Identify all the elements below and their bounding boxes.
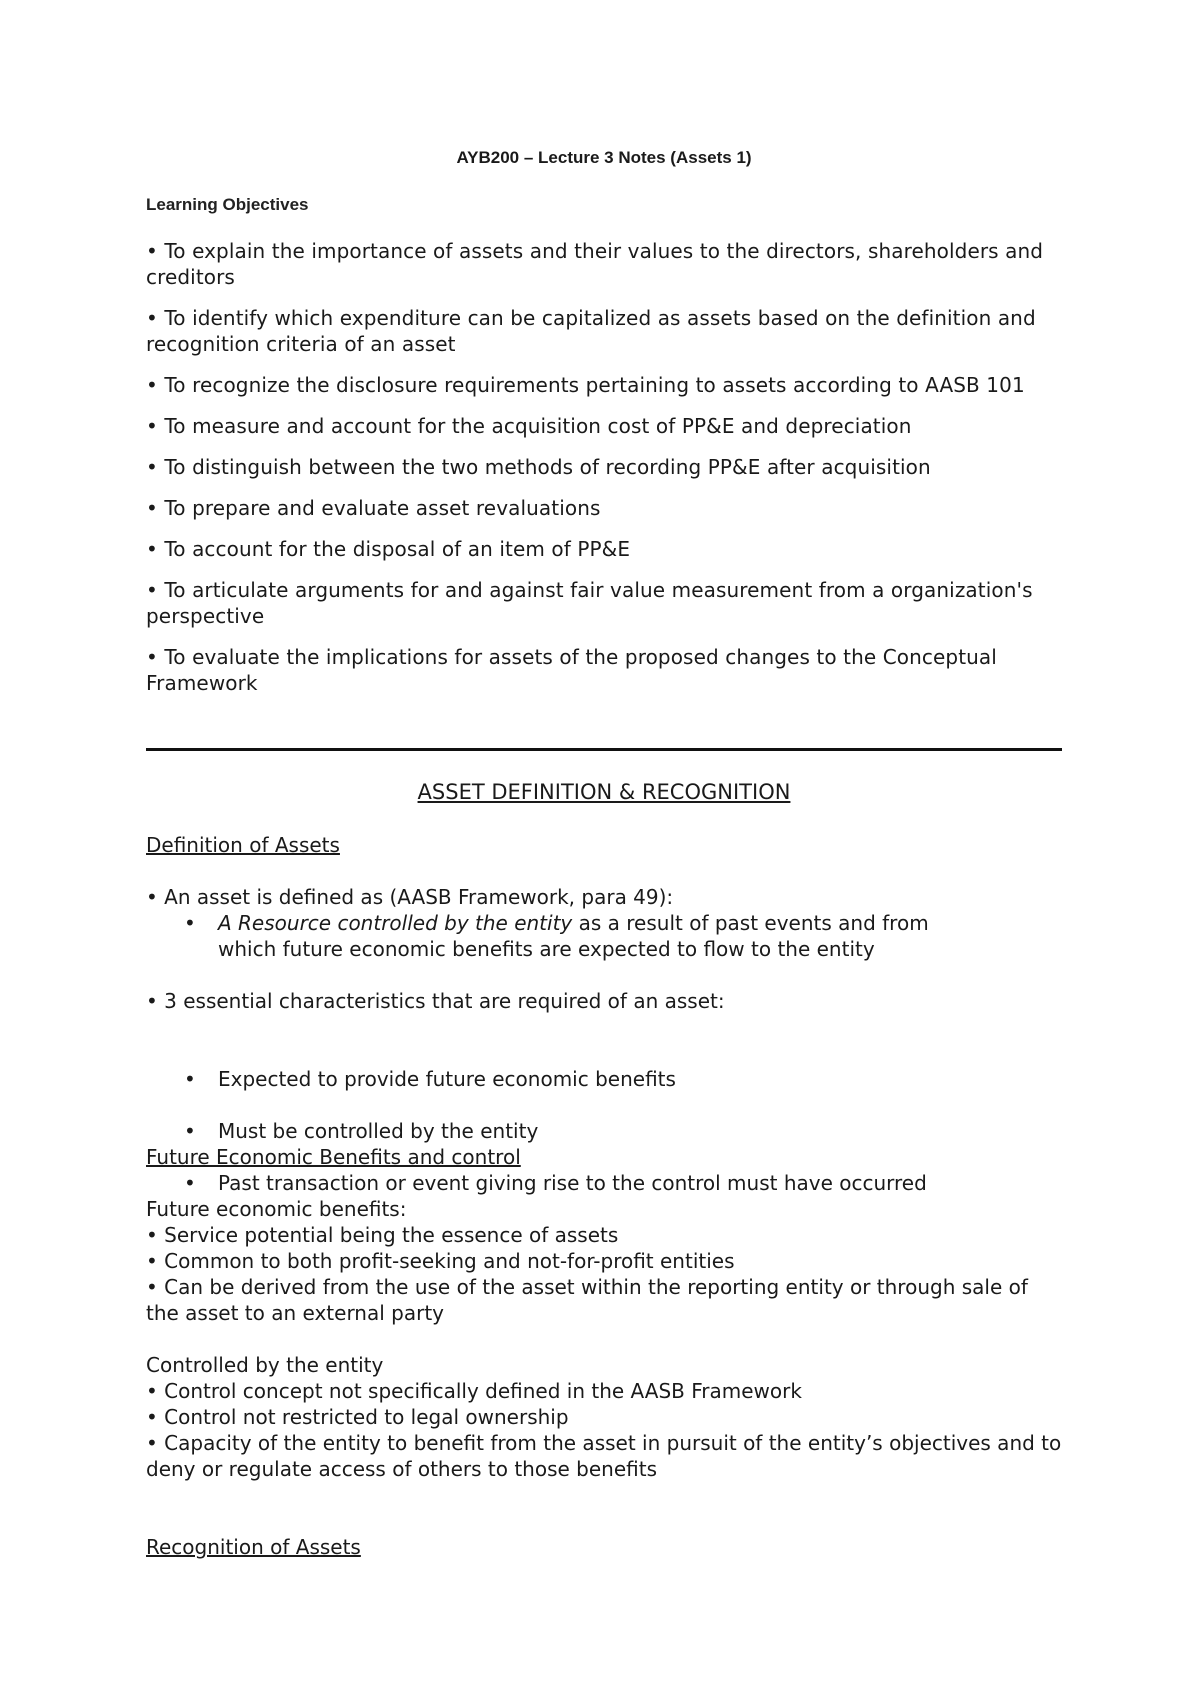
section-title: ASSET DEFINITION & RECOGNITION — [417, 780, 791, 804]
horizontal-divider — [146, 748, 1062, 751]
definition-italic: A Resource controlled by the entity — [218, 911, 573, 935]
future-benefits-label: Future economic benefits: — [146, 1197, 407, 1221]
learning-objectives-list — [146, 238, 1062, 711]
control-item: • Control concept not specifically defined in the AASB Framework — [146, 1379, 802, 1403]
future-benefits-item: • Can be derived from the use of the asset within the reporting entity or through sale of the asset to an external party — [146, 1275, 1028, 1325]
objective-item: • To identify which expenditure can be capitalized as assets based on the definition and recognition criteria of an asset — [146, 306, 1036, 356]
bullet-icon: • — [184, 1119, 196, 1143]
document-page — [146, 0, 1062, 1559]
characteristic-item: • Expected to provide future economic benefits — [184, 1067, 676, 1091]
definition-heading: Definition of Assets — [146, 833, 340, 857]
recognition-heading: Recognition of Assets — [146, 1535, 361, 1559]
future-benefits-item: • Common to both profit-seeking and not-for-profit entities — [146, 1249, 735, 1273]
objective-item: • To measure and account for the acquisition cost of PP&E and depreciation — [146, 414, 912, 438]
objective-item: • To distinguish between the two methods of recording PP&E after acquisition — [146, 455, 931, 479]
objective-item: • To articulate arguments for and against fair value measurement from a organization's perspective — [146, 578, 1033, 628]
learning-objectives-heading: Learning Objectives — [146, 195, 309, 214]
control-item: • Capacity of the entity to benefit from the asset in pursuit of the entity’s objectives and to deny or regulate access of others to those benefits — [146, 1431, 1062, 1481]
definition-rest: as a result of past events and from — [572, 911, 929, 935]
objective-item: • To evaluate the implications for assets of the proposed changes to the Conceptual Framework — [146, 645, 997, 695]
characteristic-item: • Must be controlled by the entity — [184, 1119, 539, 1143]
control-label: Controlled by the entity — [146, 1353, 384, 1377]
control-item: • Control not restricted to legal ownership — [146, 1405, 569, 1429]
bullet-icon: • — [184, 1067, 196, 1091]
bullet-icon: • — [184, 1171, 196, 1195]
objective-item: • To recognize the disclosure requirements pertaining to assets according to AASB 101 — [146, 373, 1025, 397]
definition-line: • An asset is defined as (AASB Framework, para 49): — [146, 885, 674, 909]
characteristic-item: • Past transaction or event giving rise to the control must have occurred — [184, 1171, 927, 1195]
objective-item: • To account for the disposal of an item of PP&E — [146, 537, 631, 561]
characteristics-line: • 3 essential characteristics that are required of an asset: — [146, 989, 725, 1013]
document-title: AYB200 – Lecture 3 Notes (Assets 1) — [456, 148, 752, 167]
future-benefits-heading: Future Economic Benefits and control — [146, 1145, 521, 1169]
objective-item: • To explain the importance of assets and their values to the directors, shareholders and creditors — [146, 239, 1044, 289]
definition-rest-2: which future economic benefits are expected to flow to the entity — [218, 937, 875, 961]
definition-sub-bullet — [146, 910, 1134, 962]
future-benefits-item: • Service potential being the essence of assets — [146, 1223, 619, 1247]
bullet-icon: • — [184, 911, 196, 935]
objective-item: • To prepare and evaluate asset revaluations — [146, 496, 601, 520]
